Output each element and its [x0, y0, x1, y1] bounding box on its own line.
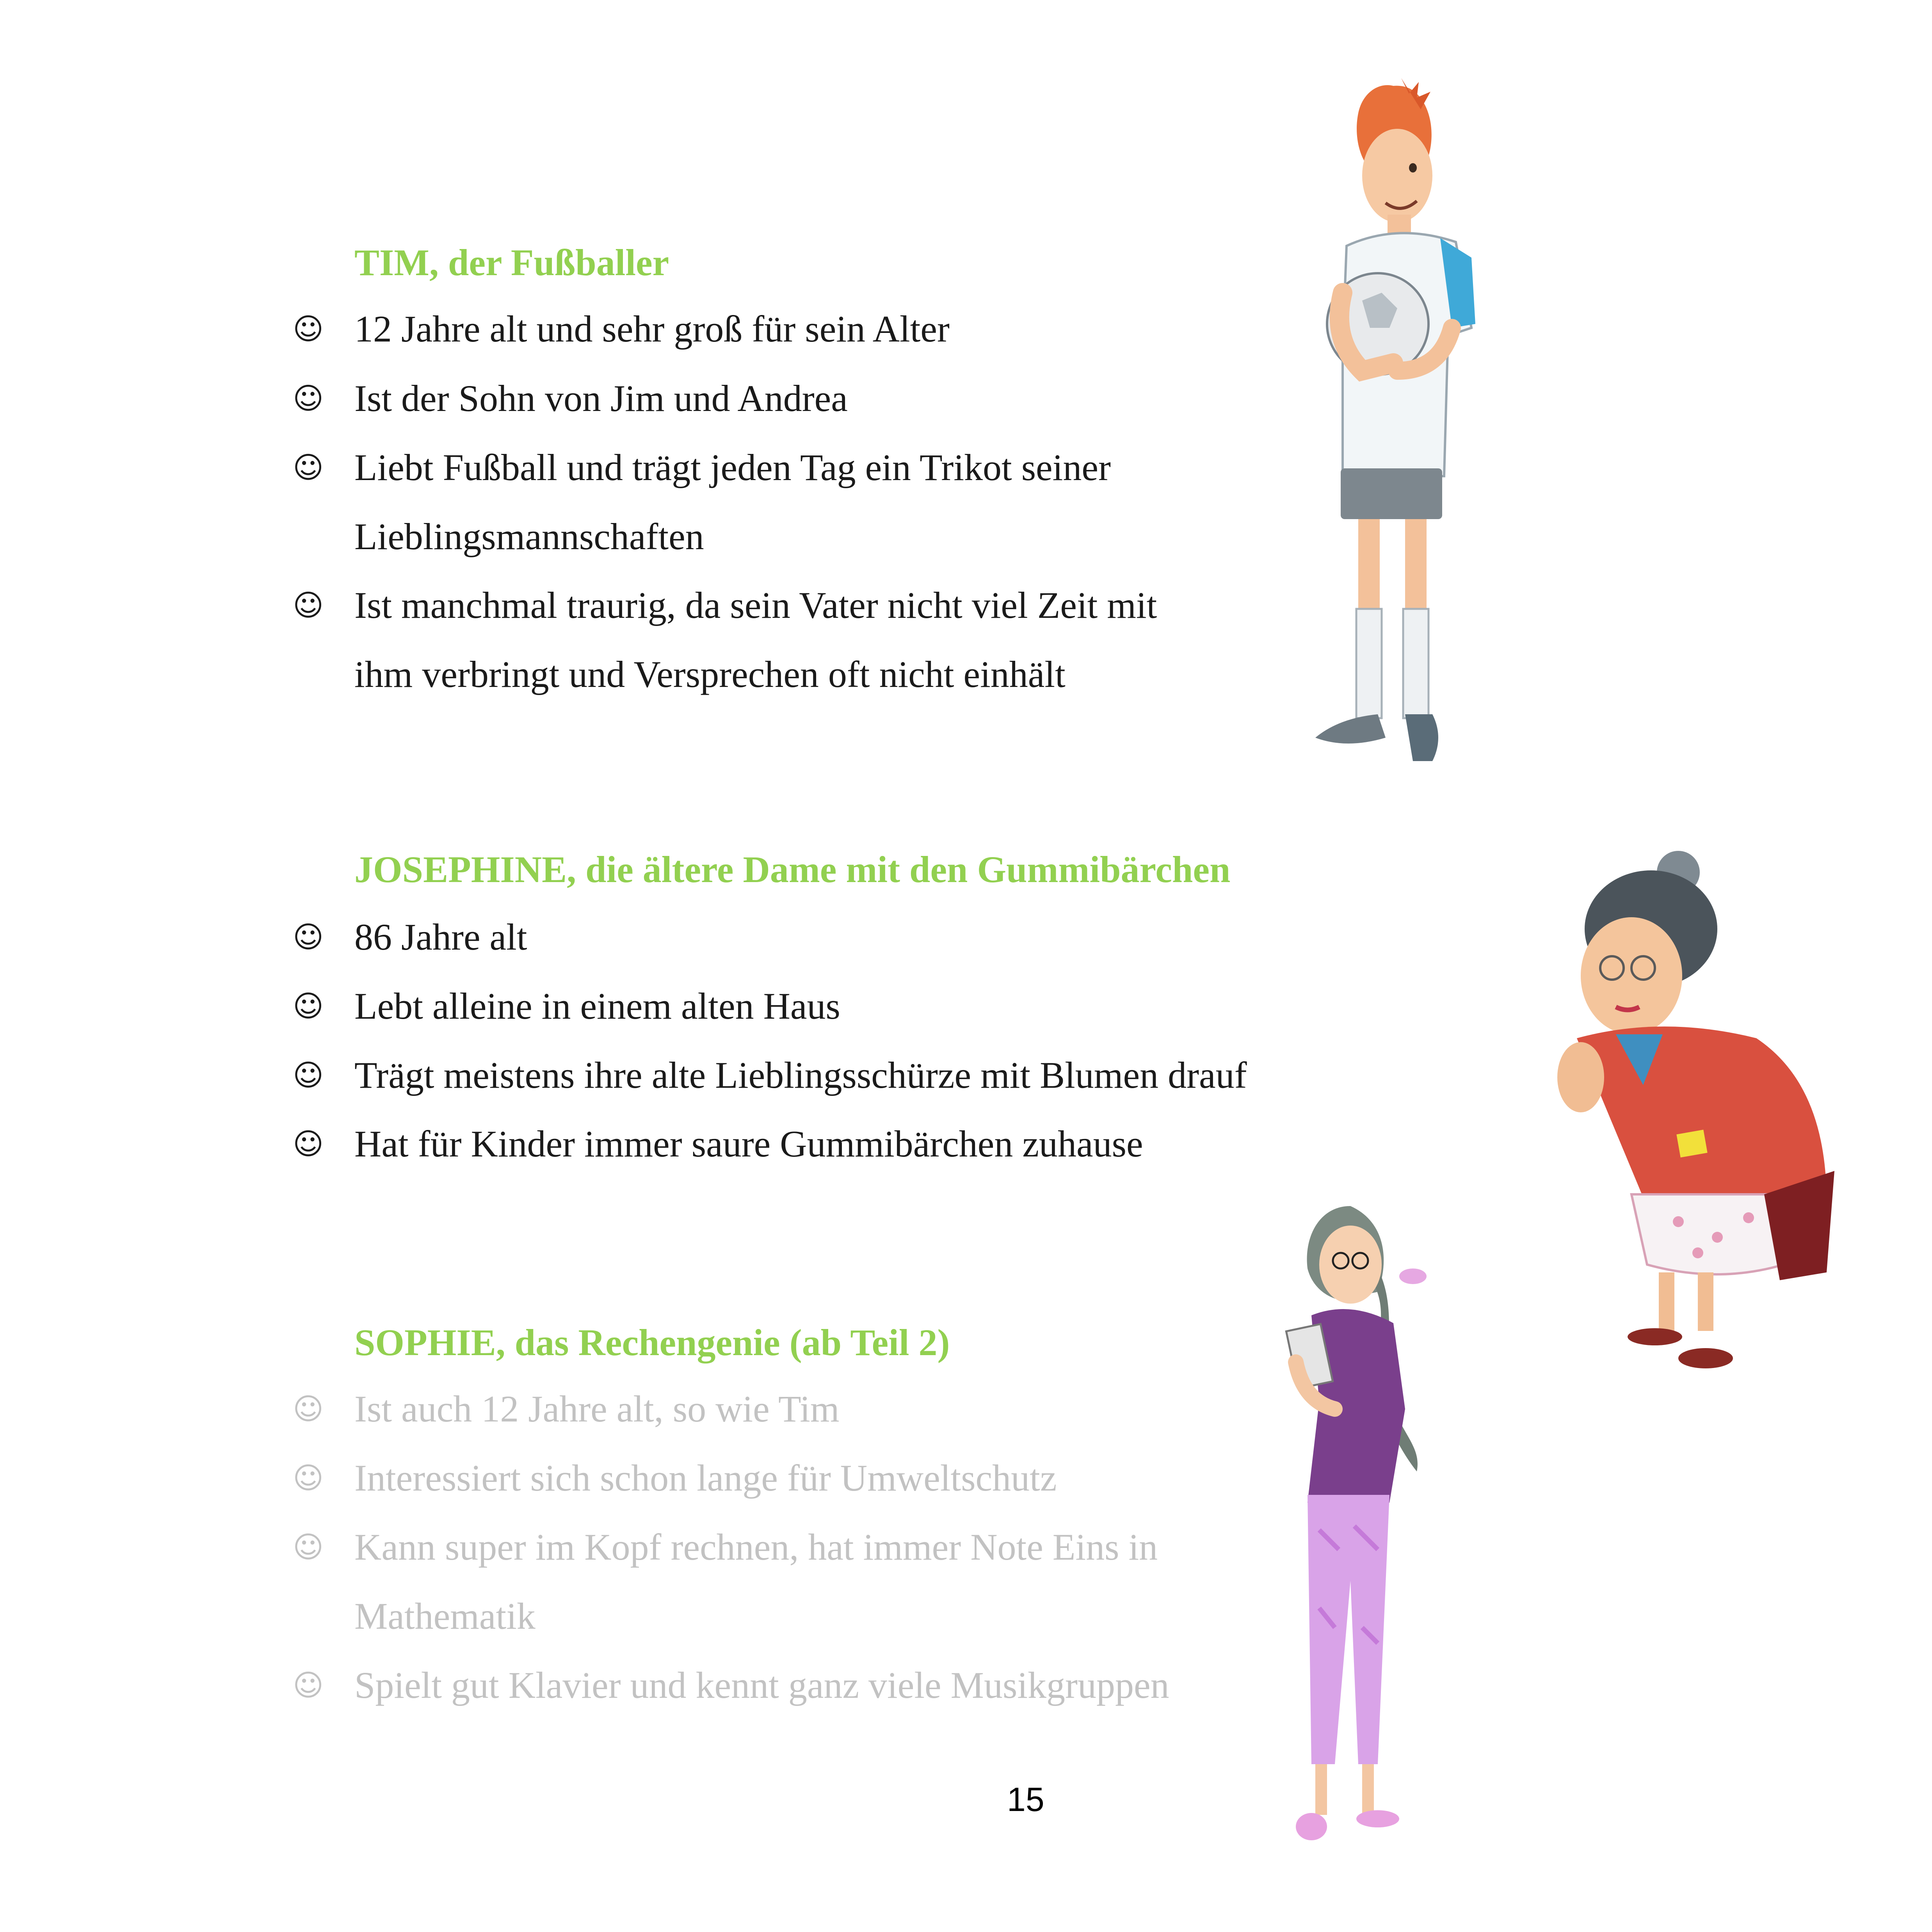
page-number: 15 [1007, 1781, 1044, 1818]
item-text-continued: Lieblingsmannschaften [354, 516, 704, 557]
section-heading: SOPHIE, das Rechengenie (ab Teil 2) [354, 1322, 950, 1363]
josephine-grandmother-illustration [1514, 851, 1850, 1382]
tim-soccer-player-illustration [1300, 74, 1503, 769]
smiley-bullet-icon: ☺ [293, 920, 324, 954]
smiley-bullet-icon: ☺ [293, 450, 324, 485]
item-text: Ist der Sohn von Jim und Andrea [354, 377, 848, 419]
item-text: Liebt Fußball und trägt jeden Tag ein Trikot seiner [354, 447, 1111, 488]
item-text: Hat für Kinder immer saure Gummibärchen zuhause [354, 1123, 1143, 1165]
item-text: Spielt gut Klavier und kennt ganz viele Musikgruppen [354, 1664, 1169, 1706]
smiley-bullet-icon: ☺ [293, 1668, 324, 1703]
sophie-girl-illustration [1261, 1198, 1464, 1870]
item-text: Lebt alleine in einem alten Haus [354, 985, 840, 1027]
item-text: Ist manchmal traurig, da sein Vater nicht viel Zeit mit [354, 584, 1157, 626]
item-text: 12 Jahre alt und sehr groß für sein Alter [354, 308, 950, 350]
item-text: 86 Jahre alt [354, 916, 527, 958]
section-heading: TIM, der Fußballer [354, 242, 669, 283]
smiley-bullet-icon: ☺ [293, 1461, 324, 1495]
smiley-bullet-icon: ☺ [293, 588, 324, 623]
smiley-bullet-icon: ☺ [293, 1058, 324, 1092]
smiley-bullet-icon: ☺ [293, 1530, 324, 1564]
item-text-continued: Mathematik [354, 1595, 535, 1637]
item-text-continued: ihm verbringt und Versprechen oft nicht einhält [354, 653, 1066, 695]
smiley-bullet-icon: ☺ [293, 989, 324, 1023]
item-text: Interessiert sich schon lange für Umweltschutz [354, 1457, 1057, 1499]
smiley-bullet-icon: ☺ [293, 311, 324, 346]
item-text: Kann super im Kopf rechnen, hat immer Note Eins in [354, 1526, 1158, 1568]
smiley-bullet-icon: ☺ [293, 381, 324, 416]
smiley-bullet-icon: ☺ [293, 1126, 324, 1161]
item-text: Trägt meistens ihre alte Lieblingsschürze mit Blumen drauf [354, 1054, 1247, 1096]
item-text: Ist auch 12 Jahre alt, so wie Tim [354, 1388, 840, 1430]
section-heading: JOSEPHINE, die ältere Dame mit den Gummibärchen [354, 849, 1231, 890]
smiley-bullet-icon: ☺ [293, 1391, 324, 1426]
